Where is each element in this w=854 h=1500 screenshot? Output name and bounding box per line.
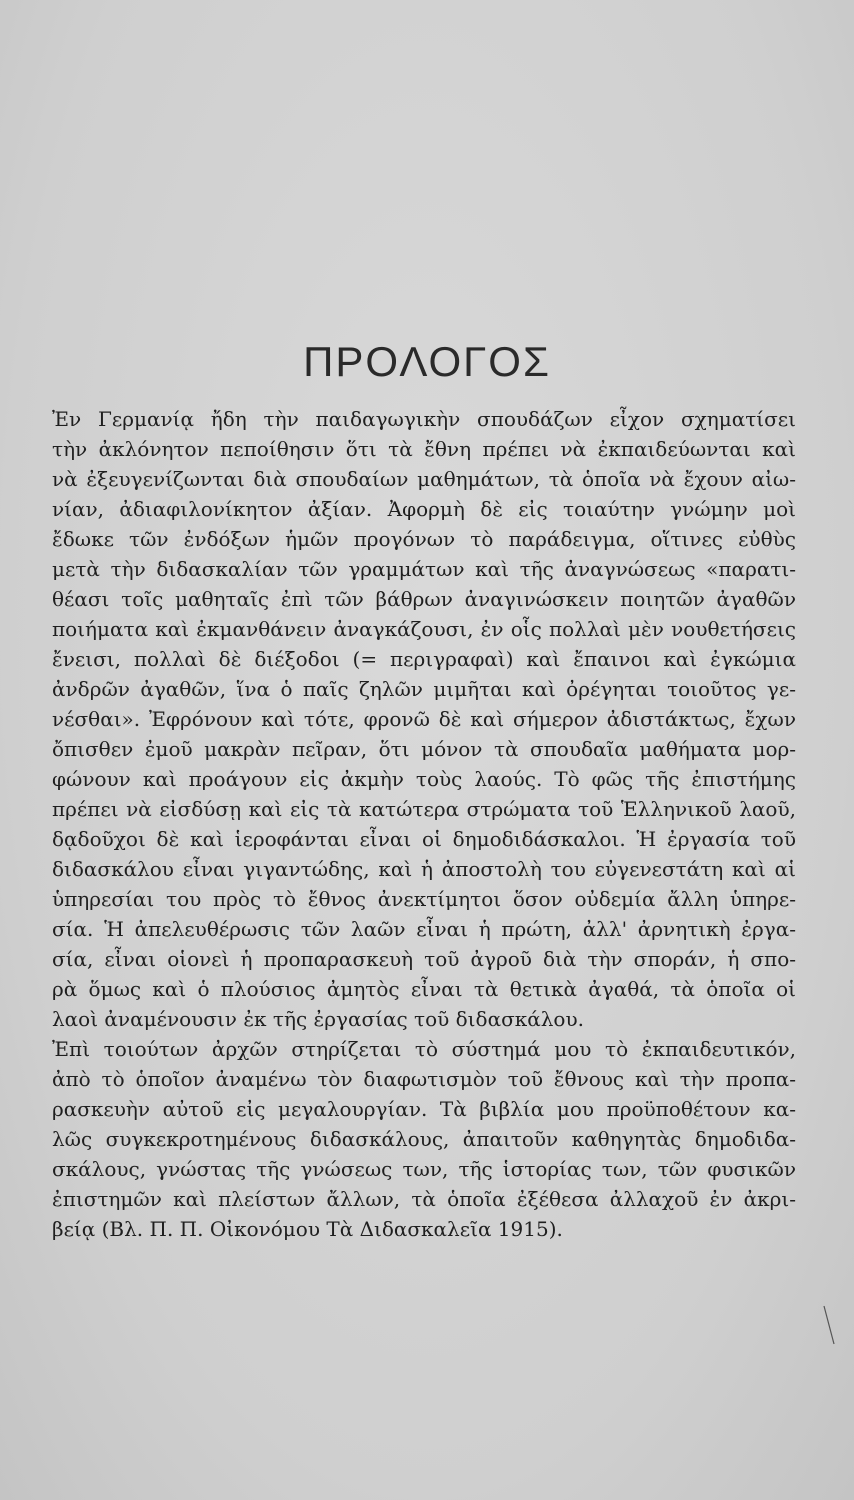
text-line: νὰ ἐξευγενίζωνται διὰ σπουδαίων μαθημάτων, τὰ ὁποῖα νὰ ἔχουν αἰω- — [52, 467, 796, 491]
text-line: ἔδωκε τῶν ἐνδόξων ἡμῶν προγόνων τὸ παράδειγμα, οἵτινες εὐθὺς — [52, 527, 796, 551]
text-line: διδασκάλου εἶναι γιγαντώδης, καὶ ἡ ἀποστολὴ του εὐγενεστάτη καὶ αἱ — [52, 857, 796, 881]
text-line: θέασι τοῖς μαθηταῖς ἐπὶ τῶν βάθρων ἀναγινώσκειν ποιητῶν ἀγαθῶν — [52, 587, 796, 611]
text-line: ρασκευὴν αὐτοῦ εἰς μεγαλουργίαν. Τὰ βιβλία μου προϋποθέτουν κα- — [52, 1097, 796, 1121]
text-line: βείᾳ (Βλ. Π. Π. Οἰκονόμου Τὰ Διδασκαλεῖα 1915). — [52, 1217, 563, 1241]
text-line: λῶς συγκεκροτημένους διδασκάλους, ἀπαιτοῦν καθηγητὰς δημοδιδα- — [52, 1127, 796, 1151]
text-line: φώνουν καὶ προάγουν εἰς ἀκμὴν τοὺς λαούς. Τὸ φῶς τῆς ἐπιστήμης — [52, 767, 796, 791]
text-line: Ἐπὶ τοιούτων ἀρχῶν στηρίζεται τὸ σύστημά μου τὸ ἐκπαιδευτικόν, — [52, 1037, 796, 1061]
text-line: Ἐν Γερμανίᾳ ἤδη τὴν παιδαγωγικὴν σπουδάζων εἶχον σχηματίσει — [52, 407, 796, 431]
prologue-text — [52, 404, 796, 1244]
text-line: ἔνεισι, πολλαὶ δὲ διέξοδοι (= περιγραφαὶ) καὶ ἔπαινοι καὶ ἐγκώμια — [52, 647, 796, 671]
text-line: ἀνδρῶν ἀγαθῶν, ἵνα ὁ παῖς ζηλῶν μιμῆται καὶ ὀρέγηται τοιοῦτος γε- — [52, 677, 796, 701]
text-line: μετὰ τὴν διδασκαλίαν τῶν γραμμάτων καὶ τῆς ἀναγνώσεως «παρατι- — [52, 557, 796, 581]
text-line: σία. Ἡ ἀπελευθέρωσις τῶν λαῶν εἶναι ἡ πρώτη, ἀλλ' ἀρνητικὴ ἐργα- — [52, 917, 796, 941]
text-line: νίαν, ἀδιαφιλονίκητον ἀξίαν. Ἀφορμὴ δὲ εἰς τοιαύτην γνώμην μοὶ — [52, 497, 796, 521]
text-line: σκάλους, γνώστας τῆς γνώσεως των, τῆς ἱστορίας των, τῶν φυσικῶν — [52, 1157, 796, 1181]
page-title: ΠΡΟΛΟΓΟΣ — [303, 338, 551, 385]
text-line: σία, εἶναι οἱονεὶ ἡ προπαρασκευὴ τοῦ ἀγροῦ διὰ τὴν σποράν, ἡ σπο- — [52, 947, 796, 971]
text-line: τὴν ἀκλόνητον πεποίθησιν ὅτι τὰ ἔθνη πρέπει νὰ ἐκπαιδεύωνται καὶ — [52, 437, 796, 461]
text-line: δᾳδοῦχοι δὲ καὶ ἱεροφάνται εἶναι οἱ δημοδιδάσκαλοι. Ἡ ἐργασία τοῦ — [52, 827, 796, 851]
text-line: πρέπει νὰ εἰσδύσῃ καὶ εἰς τὰ κατώτερα στρώματα τοῦ Ἑλληνικοῦ λαοῦ, — [52, 797, 796, 821]
text-line: ἐπιστημῶν καὶ πλείστων ἄλλων, τὰ ὁποῖα ἐξέθεσα ἀλλαχοῦ ἐν ἀκρι- — [52, 1187, 796, 1211]
text-line: λαοὶ ἀναμένουσιν ἐκ τῆς ἐργασίας τοῦ διδασκάλου. — [52, 1007, 584, 1031]
text-line: ποιήματα καὶ ἐκμανθάνειν ἀναγκάζουσι, ἐν οἷς πολλαὶ μὲν νουθετήσεις — [52, 617, 796, 641]
text-line: ὑπηρεσίαι του πρὸς τὸ ἔθνος ἀνεκτίμητοι ὅσον οὐδεμία ἄλλη ὑπηρε- — [52, 887, 796, 911]
text-line: ρὰ ὅμως καὶ ὁ πλούσιος ἀμητὸς εἶναι τὰ θετικὰ ἀγαθά, τὰ ὁποῖα οἱ — [52, 977, 796, 1001]
text-line: ἀπὸ τὸ ὁποῖον ἀναμένω τὸν διαφωτισμὸν τοῦ ἔθνους καὶ τὴν προπα- — [52, 1067, 796, 1091]
text-line: ὄπισθεν ἐμοῦ μακρὰν πεῖραν, ὅτι μόνον τὰ σπουδαῖα μαθήματα μορ- — [52, 737, 796, 761]
text-line: νέσθαι». Ἐφρόνουν καὶ τότε, φρονῶ δὲ καὶ σήμερον ἀδιστάκτως, ἔχων — [52, 707, 796, 731]
pencil-mark — [818, 1304, 840, 1350]
